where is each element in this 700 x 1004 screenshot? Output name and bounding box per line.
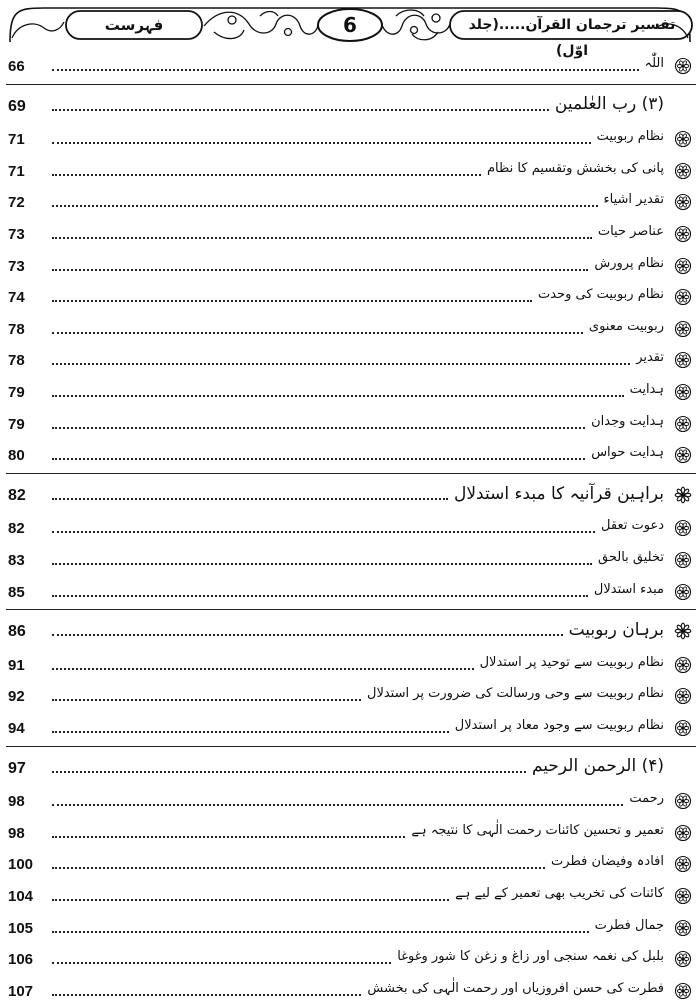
table-of-contents xyxy=(0,54,700,999)
toc-entry-row[interactable] xyxy=(0,716,700,740)
toc-entry-title: (۳) رب العٰلمین xyxy=(554,93,664,114)
toc-entry-title: نظام ربوبیت سے توحید پر استدلال xyxy=(479,654,664,670)
toc-page-number: 73 xyxy=(8,226,25,243)
toc-page-number: 82 xyxy=(8,486,26,504)
toc-entry-title: نظام ربوبیت کی وحدت xyxy=(537,287,664,303)
dot-leader xyxy=(52,109,549,111)
toc-entry-title: فطرت کی حسن افروزیاں اور رحمت الٰہی کی بخشش xyxy=(367,980,664,996)
toc-entry-row[interactable] xyxy=(0,884,700,908)
toc-entry-row[interactable] xyxy=(0,516,700,540)
dot-leader xyxy=(52,962,391,964)
flower-bullet-icon xyxy=(674,57,692,75)
toc-entry-title: ہدایت حواس xyxy=(591,445,664,461)
dot-leader xyxy=(52,994,361,996)
flower-bullet-icon xyxy=(674,446,692,464)
toc-entry-title: رحمت xyxy=(629,791,664,807)
flower-bullet-icon xyxy=(674,351,692,369)
toc-entry-row[interactable] xyxy=(0,222,700,246)
toc-entry-row[interactable] xyxy=(0,412,700,436)
flower-bullet-icon xyxy=(674,824,692,842)
dot-leader xyxy=(52,458,585,460)
dot-leader xyxy=(52,363,630,365)
toc-entry-title: جمال فطرت xyxy=(594,917,664,933)
toc-page-number: 71 xyxy=(8,162,25,180)
toc-entry-title: نظام ربوبیت سے وحی ورسالت کی ضرورت پر استدلال xyxy=(367,686,664,702)
dot-leader xyxy=(52,668,474,670)
toc-page-number: 74 xyxy=(8,289,25,307)
dot-leader xyxy=(52,269,588,271)
star-bullet-icon xyxy=(674,622,692,640)
toc-entry-row[interactable] xyxy=(0,580,700,604)
toc-page-number: 78 xyxy=(8,320,25,338)
star-bullet-icon xyxy=(674,486,692,504)
toc-entry-title: نظام پرورش xyxy=(594,255,664,271)
toc-page-number: 66 xyxy=(8,58,25,75)
dot-leader xyxy=(52,531,595,533)
flower-bullet-icon xyxy=(674,583,692,601)
flower-bullet-icon xyxy=(674,950,692,968)
dot-leader xyxy=(52,427,585,429)
toc-page-number: 79 xyxy=(8,384,25,401)
dot-leader xyxy=(52,804,623,806)
toc-entry-title: بلبل کی نغمہ سنجی اور زاغ و زغن کا شور وغوغا xyxy=(397,949,664,965)
toc-section-row[interactable] xyxy=(0,619,700,643)
toc-entry-row[interactable] xyxy=(0,548,700,572)
flower-bullet-icon xyxy=(674,719,692,737)
flower-bullet-icon xyxy=(674,792,692,810)
toc-entry-row[interactable] xyxy=(0,443,700,467)
toc-entry-row[interactable] xyxy=(0,684,700,708)
toc-entry-title: (۴) الرحمن الرحیم xyxy=(531,755,664,776)
toc-entry-title: براہین قرآنیہ کا مبدء استدلال xyxy=(453,483,664,504)
dot-leader xyxy=(52,836,405,838)
toc-page-number: 100 xyxy=(8,856,34,874)
toc-entry-title: اللّٰہ xyxy=(644,56,664,71)
toc-page-number: 78 xyxy=(8,352,25,370)
flower-bullet-icon xyxy=(674,656,692,674)
dot-leader xyxy=(52,731,449,733)
toc-page-number: 98 xyxy=(8,824,25,842)
toc-section-row[interactable] xyxy=(0,94,700,118)
dot-leader xyxy=(52,69,639,71)
section-divider xyxy=(6,746,696,747)
toc-entry-row[interactable] xyxy=(0,285,700,309)
dot-leader xyxy=(52,142,591,144)
page-number: 6 xyxy=(343,13,357,37)
toc-entry-row[interactable] xyxy=(0,159,700,183)
toc-page-number: 97 xyxy=(8,759,26,777)
toc-page-number: 107 xyxy=(8,982,34,1000)
toc-entry-row[interactable] xyxy=(0,789,700,813)
flower-bullet-icon xyxy=(674,887,692,905)
flower-bullet-icon xyxy=(674,687,692,705)
flower-bullet-icon xyxy=(674,855,692,873)
toc-section-row[interactable] xyxy=(0,483,700,507)
toc-entry-row[interactable] xyxy=(0,979,700,1003)
toc-entry-row[interactable] xyxy=(0,947,700,971)
toc-entry-title: برہان ربوبیت xyxy=(568,620,664,641)
toc-entry-row[interactable] xyxy=(0,653,700,677)
flower-bullet-icon xyxy=(674,320,692,338)
dot-leader xyxy=(52,237,592,239)
flower-bullet-icon xyxy=(674,415,692,433)
toc-entry-title: تعمیر و تحسین کائنات رحمت الٰہی کا نتیجہ ہے xyxy=(411,822,664,838)
dot-leader xyxy=(52,595,588,597)
toc-page-number: 79 xyxy=(8,415,25,433)
dot-leader xyxy=(52,174,481,176)
dot-leader xyxy=(52,205,598,207)
toc-entry-title: تقدیر اشیاء xyxy=(603,192,664,208)
dot-leader xyxy=(52,867,545,869)
flower-bullet-icon xyxy=(674,193,692,211)
toc-section-row[interactable] xyxy=(0,756,700,780)
toc-page-number: 85 xyxy=(8,583,25,601)
flower-bullet-icon xyxy=(674,162,692,180)
toc-page-number: 69 xyxy=(8,97,26,115)
flower-bullet-icon xyxy=(674,551,692,569)
book-title: تفسیر ترجمان القرآن.....(جلد اوّل) xyxy=(468,17,676,59)
toc-page-number: 80 xyxy=(8,447,25,465)
toc-page-number: 82 xyxy=(8,520,25,538)
page-header xyxy=(4,2,696,59)
toc-page-number: 72 xyxy=(8,194,25,212)
dot-leader xyxy=(52,498,448,500)
flower-bullet-icon xyxy=(674,383,692,401)
toc-entry-row[interactable] xyxy=(0,317,700,341)
dot-leader xyxy=(52,931,589,933)
toc-page-number: 106 xyxy=(8,951,34,969)
section-divider xyxy=(6,84,696,85)
toc-page-number: 105 xyxy=(8,919,34,937)
toc-entry-row[interactable] xyxy=(0,821,700,845)
dot-leader xyxy=(52,899,449,901)
toc-entry-row[interactable] xyxy=(0,54,700,78)
toc-page-number: 86 xyxy=(8,623,26,641)
toc-entry-title: ربوبیت معنوی xyxy=(588,318,664,334)
toc-entry-row[interactable] xyxy=(0,190,700,214)
toc-entry-title: پانی کی بخشش وتقسیم کا نظام xyxy=(487,160,664,176)
toc-entry-title: ہدایت xyxy=(629,382,664,397)
section-label: فہرست xyxy=(104,16,164,34)
toc-entry-title: ہدایت وجدان xyxy=(591,413,664,429)
toc-page-number: 91 xyxy=(8,656,25,674)
flower-bullet-icon xyxy=(674,519,692,537)
toc-entry-title: کائنات کی تخریب بھی تعمیر کے لیے ہے xyxy=(455,886,664,901)
toc-entry-title: عناصر حیات xyxy=(597,224,664,239)
toc-entry-title: افادہ وفیضان فطرت xyxy=(551,854,664,870)
toc-entry-title: نظام ربوبیت سے وجود معاد پر استدلال xyxy=(454,718,664,733)
toc-entry-row[interactable] xyxy=(0,254,700,278)
toc-entry-row[interactable] xyxy=(0,127,700,151)
flower-bullet-icon xyxy=(674,919,692,937)
flower-bullet-icon xyxy=(674,257,692,275)
dot-leader xyxy=(52,634,563,636)
dot-leader xyxy=(52,300,532,302)
flower-bullet-icon xyxy=(674,982,692,1000)
flower-bullet-icon xyxy=(674,130,692,148)
flower-bullet-icon xyxy=(674,225,692,243)
toc-entry-row[interactable] xyxy=(0,348,700,372)
section-divider xyxy=(6,609,696,610)
toc-entry-title: نظام ربوبیت xyxy=(596,129,664,145)
dot-leader xyxy=(52,395,624,397)
toc-entry-title: مبدء استدلال xyxy=(593,581,664,597)
toc-page-number: 94 xyxy=(8,720,25,737)
toc-page-number: 92 xyxy=(8,688,25,706)
toc-page-number: 104 xyxy=(8,888,34,905)
toc-entry-title: تخلیق بالحق xyxy=(598,550,664,565)
toc-page-number: 98 xyxy=(8,793,25,811)
dot-leader xyxy=(52,699,361,701)
toc-page-number: 71 xyxy=(8,131,25,149)
toc-page-number: 83 xyxy=(8,552,25,569)
toc-page-number: 73 xyxy=(8,257,25,275)
toc-entry-row[interactable] xyxy=(0,916,700,940)
toc-entry-row[interactable] xyxy=(0,380,700,404)
flower-bullet-icon xyxy=(674,288,692,306)
dot-leader xyxy=(52,771,526,773)
section-divider xyxy=(6,473,696,474)
toc-entry-title: دعوت تعقل xyxy=(601,518,664,534)
toc-entry-title: تقدیر xyxy=(636,350,664,366)
dot-leader xyxy=(52,332,583,334)
toc-entry-row[interactable] xyxy=(0,852,700,876)
dot-leader xyxy=(52,563,592,565)
